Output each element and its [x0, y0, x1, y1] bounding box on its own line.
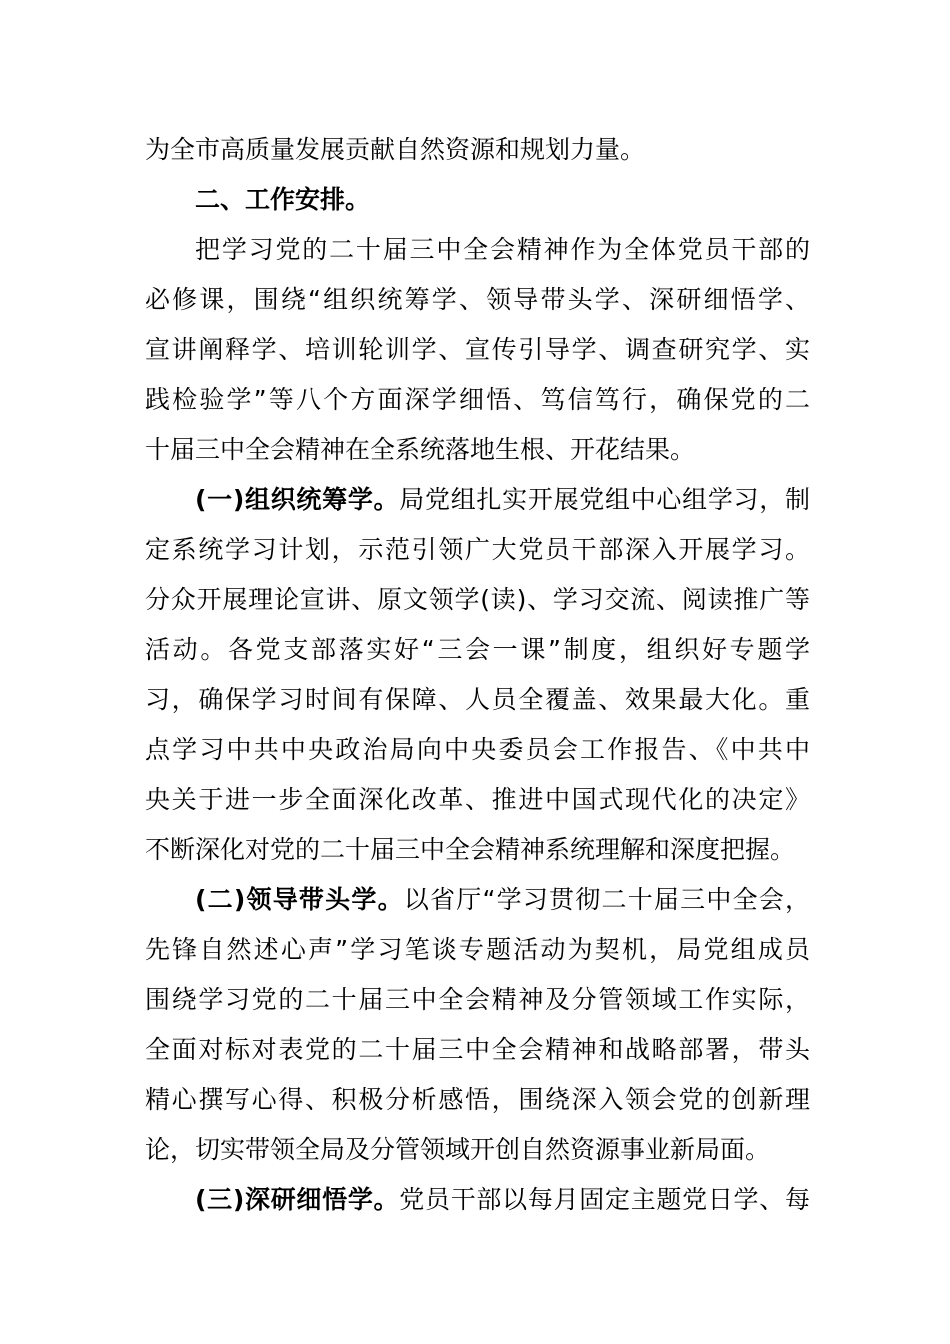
paragraph-text: 局党组扎实开展党组中心组学习，制 [399, 485, 810, 514]
paragraph-line: 全面对标对表党的二十届三中全会精神和战略部署，带头 [145, 1035, 810, 1064]
paragraph-line: 必修课，围绕“组织统筹学、领导带头学、深研细悟学、 [145, 285, 810, 314]
paragraph-line: 点学习中共中央政治局向中央委员会工作报告、《中共中 [145, 735, 810, 764]
paragraph-line: 论，切实带领全局及分管领域开创自然资源事业新局面。 [145, 1135, 771, 1164]
paragraph-line [195, 484, 810, 516]
paragraph-line: 分众开展理论宣讲、原文领学(读)、学习交流、阅读推广等 [145, 585, 810, 614]
paragraph-line: 十届三中全会精神在全系统落地生根、开花结果。 [145, 435, 696, 464]
subsection-heading: (二)领导带头学。 [195, 885, 404, 914]
subsection-heading: (一)组织统筹学。 [195, 485, 400, 514]
paragraph-line: 围绕学习党的二十届三中全会精神及分管领域工作实际， [145, 985, 810, 1014]
paragraph-line: 不断深化对党的二十届三中全会精神系统理解和深度把握。 [145, 835, 796, 864]
subsection-heading: (三)深研细悟学。 [195, 1185, 400, 1214]
section-heading: 二、工作安排。 [195, 185, 371, 214]
paragraph-line: 定系统学习计划，示范引领广大党员干部深入开展学习。 [145, 535, 810, 564]
paragraph-line: 央关于进一步全面深化改革、推进中国式现代化的决定》 [145, 785, 810, 814]
paragraph-line: 先锋自然述心声”学习笔谈专题活动为契机，局党组成员 [145, 935, 810, 964]
paragraph-line [195, 884, 810, 916]
paragraph-line [195, 1184, 810, 1216]
paragraph-line: 为全市高质量发展贡献自然资源和规划力量。 [145, 135, 646, 164]
paragraph-text: 党员干部以每月固定主题党日学、每 [399, 1185, 810, 1214]
paragraph-line: 活动。各党支部落实好“三会一课”制度，组织好专题学 [145, 635, 810, 664]
paragraph-line: 习，确保学习时间有保障、人员全覆盖、效果最大化。重 [145, 685, 810, 714]
paragraph-line: 践检验学”等八个方面深学细悟、笃信笃行，确保党的二 [145, 385, 810, 414]
paragraph-line: 宣讲阐释学、培训轮训学、宣传引导学、调查研究学、实 [145, 335, 810, 364]
paragraph-line: 把学习党的二十届三中全会精神作为全体党员干部的 [195, 235, 810, 264]
paragraph-text: 以省厅“学习贯彻二十届三中全会， [403, 885, 810, 914]
paragraph-line: 精心撰写心得、积极分析感悟，围绕深入领会党的创新理 [145, 1085, 810, 1114]
